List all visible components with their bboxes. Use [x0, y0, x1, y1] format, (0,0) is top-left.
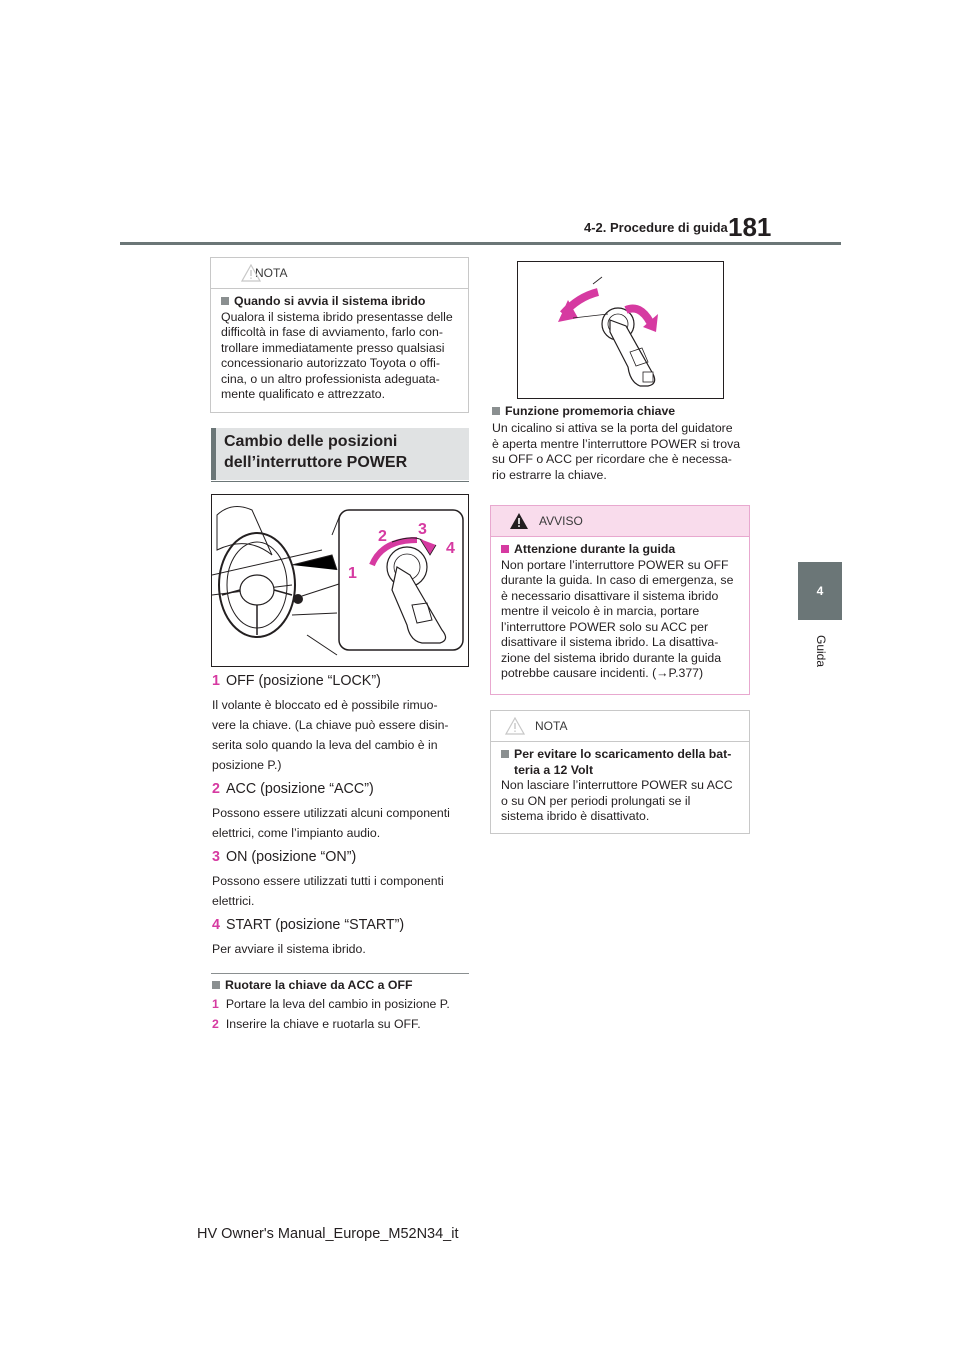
- key-illustration: [518, 262, 723, 398]
- bullet-square-icon: [501, 750, 509, 758]
- note-line: concessionario autorizzato Toyota o offi-: [221, 356, 440, 370]
- position-list: [212, 673, 472, 959]
- header-rule: [120, 242, 841, 245]
- heading-line-1: Cambio delle posizioni: [224, 433, 398, 450]
- note-line: mente qualificato e attrezzato.: [221, 387, 386, 401]
- warning-body: Attenzione durante la guida Non portare l’interruttore POWER su OFF durante la guida. In caso di emergenza, se è necessario disattivare il sistema ibrido mentre il veicolo è in marcia, portare l’interruttore POWER solo su ACC per disattivare il sistema ibrido. La disattiva- zione del sistema ibrido durante la guida potrebbe causare incidenti. (→P.377): [491, 537, 749, 688]
- note-header: [491, 711, 749, 742]
- note-box-battery: [490, 710, 750, 834]
- chapter-name: Guida: [814, 634, 829, 668]
- reminder-text: Un cicalino si attiva se la porta del guidatore è aperta mentre l’interruttore POWER si trova su OFF o ACC per ricordare che è necessa- rio estrarre la chiave.: [492, 421, 741, 482]
- position-item-desc: Possono essere utilizzati tutti i componenti elettrici.: [212, 874, 444, 908]
- position-item-desc: Possono essere utilizzati alcuni componenti elettrici, come l’impianto audio.: [212, 806, 450, 840]
- note-line: cina, o un altro professionista adeguata-: [221, 371, 440, 386]
- bullet-square-icon: [492, 407, 500, 415]
- callout-4: 4: [446, 540, 455, 557]
- warning-label: AVVISO: [539, 514, 583, 528]
- steering-wheel-figure: [211, 494, 469, 667]
- warning-box: [490, 505, 750, 695]
- rotate-section: [212, 978, 472, 1033]
- callout-1: 1: [348, 565, 357, 582]
- note-box-ignition: [210, 257, 469, 413]
- warning-triangle-icon: [509, 512, 529, 530]
- rotate-step: 2 Inserire la chiave e ruotarla su OFF.: [212, 1017, 421, 1031]
- position-item-title: 3 ON (posizione “ON”): [212, 849, 357, 865]
- position-item-title: 1 OFF (posizione “LOCK”): [212, 673, 381, 689]
- page-number: 181: [728, 212, 772, 242]
- footer-text: HV Owner's Manual_Europe_M52N34_it: [197, 1226, 459, 1242]
- note-body: Per evitare lo scaricamento della bat- teria a 12 Volt Non lasciare l’interruttore POWER su ACC o su ON per periodi prolungati se il sistema ibrido è disattivato.: [491, 742, 749, 831]
- section-heading: [211, 428, 469, 480]
- note-line: difficoltà in fase di avviamento, farlo con-: [221, 325, 443, 339]
- section-title: 4-2. Procedure di guida: [584, 220, 728, 235]
- position-item-title: 2 ACC (posizione “ACC”): [212, 781, 374, 797]
- chapter-tab[interactable]: [798, 562, 842, 620]
- chapter-number: 4: [816, 584, 824, 598]
- bullet-square-icon: [212, 981, 220, 989]
- bullet-square-icon: [501, 545, 509, 553]
- callout-3: 3: [418, 521, 427, 538]
- reminder-section: [492, 404, 754, 483]
- note-subheading: Per evitare lo scaricamento della bat- teria a 12 Volt: [501, 747, 739, 778]
- position-item-title: 4 START (posizione “START”): [212, 917, 405, 933]
- note-subheading: Quando si avvia il sistema ibrido: [221, 294, 458, 310]
- bullet-square-icon: [221, 297, 229, 305]
- note-body: [211, 289, 468, 409]
- rotate-rule: [211, 973, 469, 974]
- note-label: NOTA: [255, 266, 288, 280]
- caution-triangle-icon: [505, 717, 525, 735]
- rotate-step: 1 Portare la leva del cambio in posizione P.: [212, 997, 450, 1011]
- chapter-label: [805, 632, 835, 672]
- page-reference-link[interactable]: potrebbe causare incidenti. (→P.377): [501, 666, 704, 680]
- reminder-heading: Funzione promemoria chiave: [492, 404, 754, 418]
- key-figure: [517, 261, 724, 399]
- note-line: trollare immediatamente presso qualsiasi: [221, 340, 445, 355]
- note-label: NOTA: [535, 719, 568, 733]
- caution-triangle-icon: [241, 264, 261, 282]
- callout-2: 2: [378, 528, 387, 545]
- note-header: [211, 258, 468, 289]
- steering-wheel-illustration: [212, 495, 468, 666]
- note-line: Qualora il sistema ibrido presentasse delle: [221, 309, 453, 324]
- heading-line-2: dell’interruttore POWER: [224, 454, 408, 471]
- rotate-heading: Ruotare la chiave da ACC a OFF: [212, 978, 472, 992]
- warning-header: [491, 506, 749, 537]
- position-item-desc: Per avviare il sistema ibrido.: [212, 942, 366, 956]
- heading-underline: [211, 481, 469, 482]
- position-item-desc: Il volante è bloccato ed è possibile rimuo- vere la chiave. (La chiave può essere disin- serita solo quando la leva del cambio è in posizione P.): [212, 698, 449, 772]
- warning-subheading: Attenzione durante la guida: [501, 542, 739, 558]
